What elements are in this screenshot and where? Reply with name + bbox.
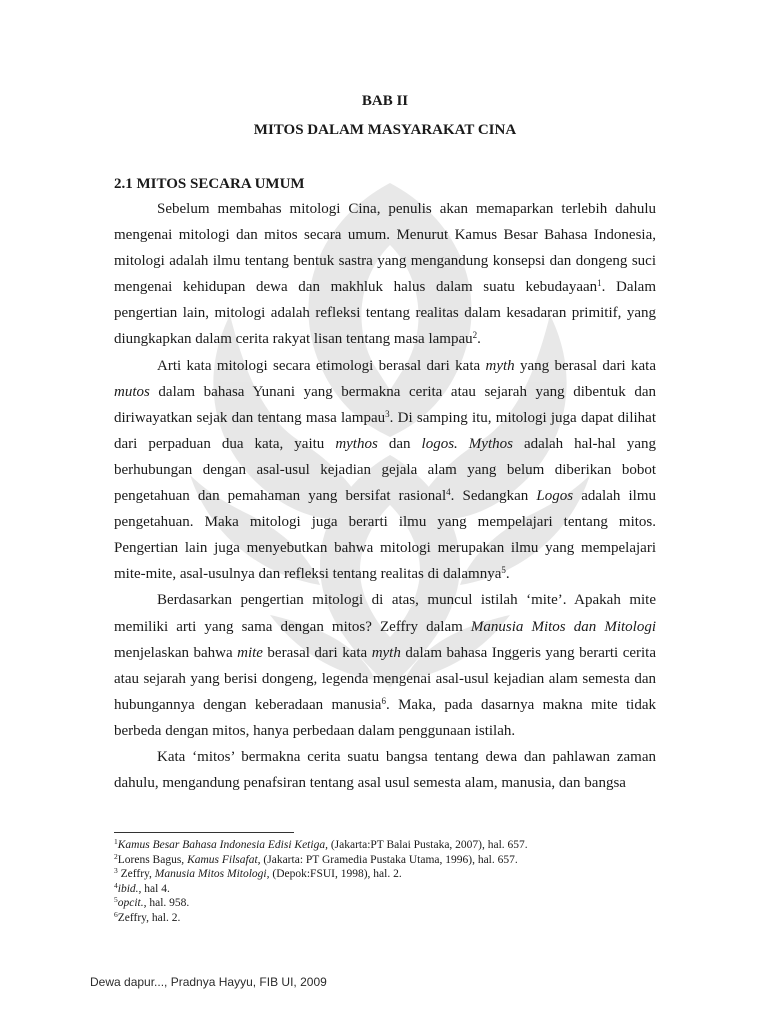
footnote: $^4$ibid., hal 4. bbox=[114, 880, 170, 895]
footnote-divider bbox=[114, 832, 294, 833]
footnote: $^3$ Zeffry, Manusia Mitos Mitologi, (Depok:FSUI, 1998), hal. 2. bbox=[114, 866, 402, 881]
footnote-ref-6[interactable]: 6 bbox=[381, 695, 386, 706]
body-text bbox=[114, 196, 656, 796]
footnote-ref-4[interactable]: 4 bbox=[446, 487, 451, 498]
footnote: $^6$Zeffry, hal. 2. bbox=[114, 909, 181, 924]
footnote: $^2$Lorens Bagus, Kamus Filsafat, (Jakarta: PT Gramedia Pustaka Utama, 1996), hal. 657. bbox=[114, 851, 518, 866]
footnote: $^5$opcit., hal. 958. bbox=[114, 895, 190, 910]
paragraph-1: Sebelum membahas mitologi Cina, penulis akan memaparkan terlebih dahulu mengenai mitologi dan mitos secara umum. Menurut Kamus Besar Bahasa Indonesia, mitologi adalah ilmu tentang bentuk sastra yang mengandung konsepsi dan dongeng suci mengenai kehidupan dewa dan makhluk halus dalam suatu kebudayaan$^1$. Dalam pengertian lain, mitologi adalah refleksi tentang realitas dalam kesadaran primitif, yang diungkapkan dalam cerita rakyat lisan tentang masa lampau$^2$. bbox=[114, 201, 656, 348]
footnote-ref-1[interactable]: 1 bbox=[597, 278, 602, 289]
chapter-title: MITOS DALAM MASYARAKAT CINA bbox=[253, 122, 517, 138]
footnote: $^1$Kamus Besar Bahasa Indonesia Edisi Ketiga, (Jakarta:PT Balai Pustaka, 2007), hal. 657. bbox=[114, 837, 528, 851]
paragraph-3: Berdasarkan pengertian mitologi di atas, muncul istilah ‘mite’. Apakah mite memiliki arti yang sama dengan mitos? Zeffry dalam Manusia Mitos dan Mitologi menjelaskan bahwa mite berasal dari kata myth dalam bahasa Inggeris yang berarti cerita atau sejarah yang berisi dongeng, legenda mengenai asal-usul kejadian alam semesta dan hubungannya dengan keberadaan manusia$^6$. Maka, pada dasarnya makna mite tidak berbeda dengan mitos, hanya perbedaan dalam penggunaan istilah. bbox=[114, 592, 657, 739]
footnote-ref-2[interactable]: 2 bbox=[472, 330, 478, 341]
section-title: 2.1 MITOS SECARA UMUM bbox=[114, 176, 305, 192]
paragraph-4: Kata ‘mitos’ bermakna cerita suatu bangsa tentang dewa dan pahlawan zaman dahulu, mengandung penafsiran tentang asal usul semesta alam, manusia, dan bangsa bbox=[114, 748, 656, 792]
footnote-ref-5[interactable]: 5 bbox=[501, 565, 506, 576]
footnotes bbox=[114, 838, 656, 926]
paragraph-2: Arti kata mitologi secara etimologi berasal dari kata myth yang berasal dari kata mutos dalam bahasa Yunani yang bermakna cerita atau sejarah yang dibentuk dan diriwayatkan sejak dan tentang masa lampau$^3$. Di samping itu, mitologi juga dapat dilihat dari perpaduan dua kata, yaitu mythos dan logos. Mythos adalah hal-hal yang berhubungan dengan asal-usul kejadian gejala alam yang belum diberikan bobot pengetahuan dan pemahaman yang bersifat rasional$^4$. Sedangkan Logos adalah ilmu pengetahuan. Maka mitologi juga berarti ilmu yang mempelajari tentang mitos. Pengertian lain juga menyebutkan bahwa mitologi merupakan ilmu yang mempelajari mite-mite, asal-usulnya dan refleksi tentang realitas di dalamnya$^5$. bbox=[114, 357, 657, 583]
chapter-heading: BAB II bbox=[361, 93, 409, 109]
page-footer: Dewa dapur..., Pradnya Hayyu, FIB UI, 2009 bbox=[90, 975, 327, 989]
footnote-ref-3[interactable]: 3 bbox=[385, 408, 390, 419]
